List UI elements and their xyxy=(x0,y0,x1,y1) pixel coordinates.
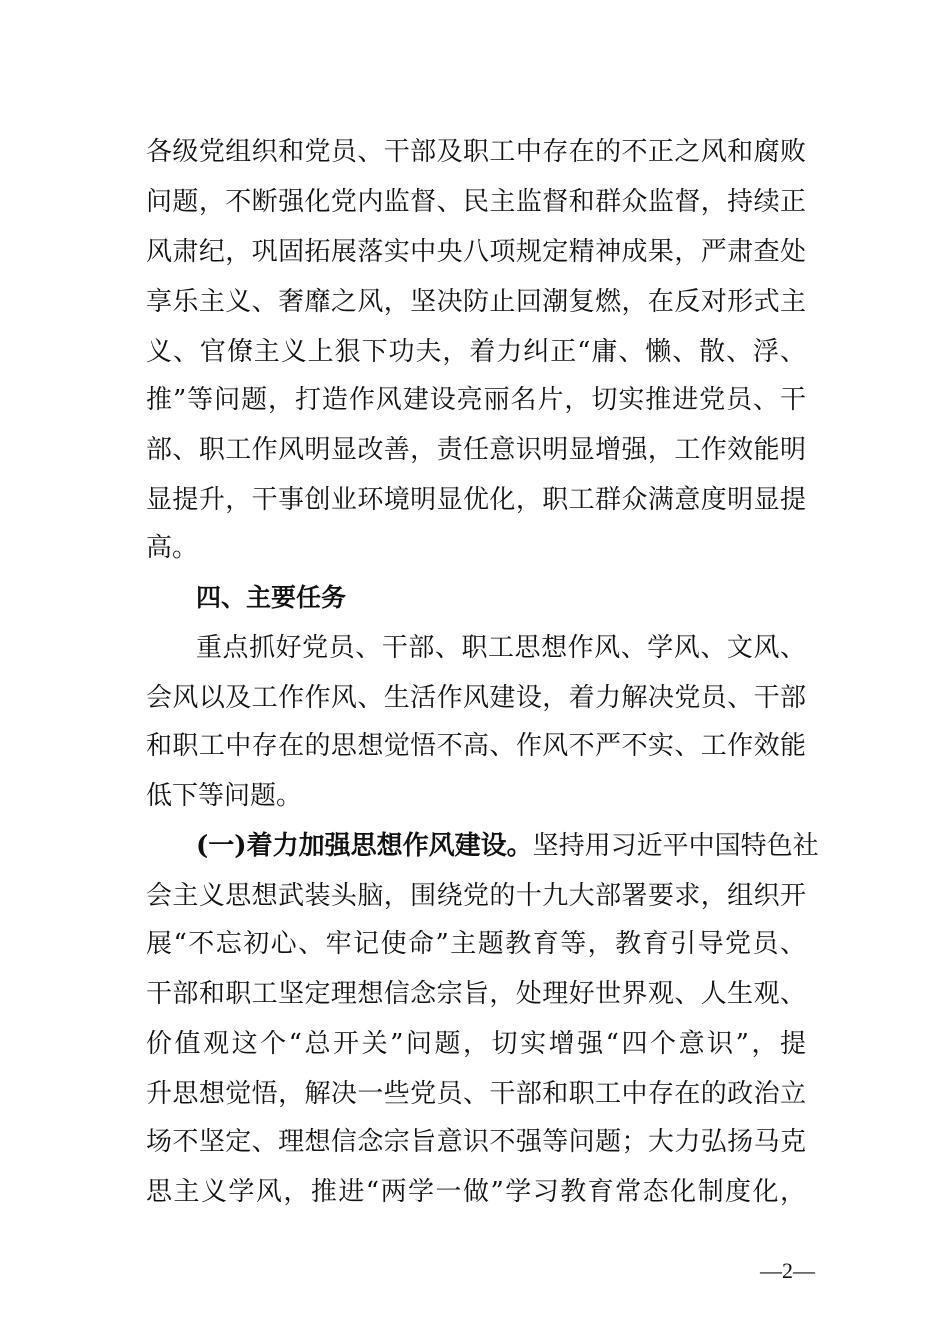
paragraph-3-first-rest: 坚持用习近平中国特色社 xyxy=(532,831,819,861)
paragraph-1-line: 义、官僚主义上狠下功夫，着力纠正“庸、懒、散、浮、 xyxy=(146,337,806,367)
section-heading: 四、主要任务 xyxy=(196,583,347,612)
paragraph-1-line: 各级党组织和党员、干部及职工中存在的不正之风和腐败 xyxy=(146,137,806,167)
paragraph-1-line: 风肃纪，巩固拓展落实中央八项规定精神成果，严肃查处 xyxy=(146,237,806,267)
paragraph-1-line: 问题，不断强化党内监督、民主监督和群众监督，持续正 xyxy=(146,187,806,217)
paragraph-3-line: 干部和职工坚定理想信念宗旨，处理好世界观、人生观、 xyxy=(146,979,806,1009)
paragraph-3-line: 思主义学风，推进“两学一做”学习教育常态化制度化， xyxy=(146,1177,806,1207)
paragraph-3-lead: (一)着力加强思想作风建设。 xyxy=(196,831,533,861)
paragraph-1-line: 享乐主义、奢靡之风，坚决防止回潮复燃，在反对形式主 xyxy=(146,287,806,317)
paragraph-3-first-line xyxy=(196,826,819,866)
paragraph-3-line: 升思想觉悟，解决一些党员、干部和职工中存在的政治立 xyxy=(146,1079,806,1109)
page-number: —2— xyxy=(760,1258,815,1283)
paragraph-1-line: 推”等问题，打造作风建设亮丽名片，切实推进党员、干 xyxy=(146,385,806,415)
paragraph-2-line: 和职工中存在的思想觉悟不高、作风不严不实、工作效能 xyxy=(146,731,806,761)
paragraph-1-line: 显提升，干事创业环境明显优化，职工群众满意度明显提 xyxy=(146,485,806,515)
paragraph-2-line: 重点抓好党员、干部、职工思想作风、学风、文风、 xyxy=(196,633,806,663)
paragraph-3-line: 展“不忘初心、牢记使命”主题教育等，教育引导党员、 xyxy=(146,929,806,959)
paragraph-3-line: 价值观这个“总开关”问题，切实增强“四个意识”，提 xyxy=(146,1029,806,1059)
paragraph-1-line: 高。 xyxy=(146,533,199,563)
paragraph-3-line: 场不坚定、理想信念宗旨意识不强等问题；大力弘扬马克 xyxy=(146,1127,806,1157)
paragraph-1-line: 部、职工作风明显改善，责任意识明显增强，工作效能明 xyxy=(146,435,806,465)
paragraph-3-line: 会主义思想武装头脑，围绕党的十九大部署要求，组织开 xyxy=(146,881,806,911)
paragraph-2-line: 低下等问题。 xyxy=(146,781,303,811)
paragraph-2-line: 会风以及工作作风、生活作风建设，着力解决党员、干部 xyxy=(146,683,806,713)
